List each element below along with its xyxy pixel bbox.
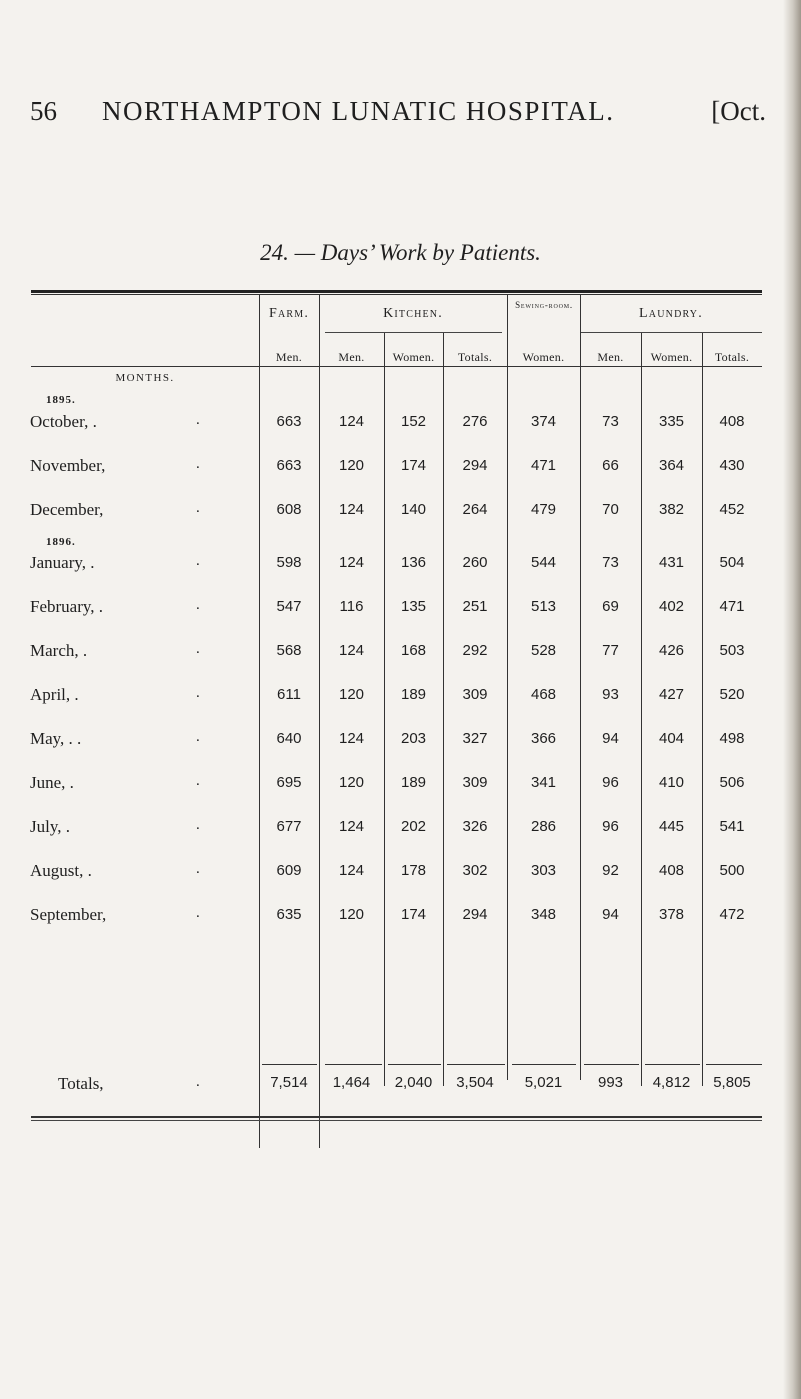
header-laundry-women: Women.	[650, 350, 693, 364]
table-cell: 168	[400, 642, 427, 659]
table-cell: 528	[530, 642, 557, 659]
year-label-1896: 1896.	[46, 536, 76, 548]
header-kitchen-women: Women.	[392, 350, 435, 364]
table-cell: 70	[602, 501, 619, 518]
totals-rule	[645, 1064, 700, 1065]
table-cell: 116	[339, 598, 364, 615]
table-cell: 260	[462, 554, 488, 571]
table-cell: 5,021	[524, 1074, 563, 1091]
table-cell: 73	[602, 554, 619, 571]
table-cell: 993	[597, 1074, 624, 1091]
leader-dot: .	[196, 861, 200, 877]
leader-dot: .	[196, 553, 200, 569]
running-title: NORTHAMPTON LUNATIC HOSPITAL.	[102, 96, 615, 126]
table-cell: 431	[658, 554, 685, 571]
table-cell: 135	[400, 598, 427, 615]
table-cell: 663	[276, 457, 302, 474]
table-row	[0, 861, 801, 891]
table-cell: 120	[338, 686, 365, 703]
month-label: February, .	[30, 597, 104, 616]
table-cell: 471	[530, 457, 557, 474]
table-cell: 124	[338, 413, 365, 430]
table-cell: 472	[719, 906, 745, 923]
leader-dot: .	[196, 905, 200, 921]
table-cell: 364	[658, 457, 685, 474]
table-row	[0, 729, 801, 759]
table-cell: 635	[276, 906, 302, 923]
table-cell: 611	[277, 686, 301, 703]
table-cell: 303	[530, 862, 557, 879]
header-laundry: Laundry.	[639, 306, 703, 321]
table-cell: 541	[719, 818, 745, 835]
table-title: — Days’ Work by Patients.	[288, 240, 541, 265]
totals-rule	[388, 1064, 441, 1065]
month-label: May, . .	[30, 729, 82, 748]
table-row	[0, 817, 801, 847]
table-cell: 3,504	[456, 1074, 494, 1091]
leader-dot: .	[196, 1074, 200, 1090]
table-cell: 120	[338, 906, 365, 923]
running-date: [Oct.	[711, 96, 766, 126]
table-cell: 189	[400, 774, 427, 791]
header-kitchen-men: Men.	[338, 350, 365, 364]
table-cell: 124	[338, 554, 365, 571]
leader-dot: .	[196, 500, 200, 516]
table-cell: 178	[400, 862, 427, 879]
table-cell: 504	[719, 554, 745, 571]
table-cell: 663	[276, 413, 302, 430]
table-cell: 430	[719, 457, 745, 474]
table-row	[0, 456, 801, 486]
table-cell: 294	[462, 457, 488, 474]
table-cell: 404	[658, 730, 685, 747]
table-cell: 503	[719, 642, 745, 659]
table-cell: 7,514	[270, 1074, 308, 1091]
leader-dot: .	[196, 685, 200, 701]
table-cell: 93	[602, 686, 619, 703]
bottom-rule-thin	[31, 1120, 762, 1121]
table-cell: 77	[602, 642, 619, 659]
table-cell: 402	[658, 598, 685, 615]
table-cell: 427	[658, 686, 685, 703]
page-header	[30, 96, 770, 136]
header-sewing-women: Women.	[522, 350, 565, 364]
header-months: MONTHS.	[115, 372, 175, 384]
top-rule-thin	[31, 294, 762, 295]
totals-rule	[584, 1064, 639, 1065]
table-cell: 366	[530, 730, 557, 747]
table-cell: 608	[276, 501, 302, 518]
totals-rule	[325, 1064, 382, 1065]
page-number: 56	[30, 96, 57, 126]
table-row	[0, 412, 801, 442]
leader-dot: .	[196, 773, 200, 789]
table-cell: 468	[530, 686, 557, 703]
table-cell: 202	[400, 818, 427, 835]
table-cell: 410	[658, 774, 685, 791]
totals-label: Totals,	[58, 1074, 104, 1093]
table-cell: 73	[602, 413, 619, 430]
table-cell: 498	[719, 730, 745, 747]
totals-rule	[706, 1064, 762, 1065]
month-label: March, .	[30, 641, 88, 660]
table-cell: 124	[338, 862, 365, 879]
table-cell: 479	[530, 501, 557, 518]
table-cell: 94	[602, 730, 619, 747]
month-label: October, .	[30, 412, 97, 431]
table-cell: 568	[276, 642, 302, 659]
table-cell: 69	[602, 598, 619, 615]
month-label: August, .	[30, 861, 92, 880]
table-cell: 609	[276, 862, 302, 879]
table-cell: 66	[602, 457, 619, 474]
month-label: January, .	[30, 553, 95, 572]
table-cell: 408	[658, 862, 685, 879]
table-cell: 5,805	[713, 1074, 751, 1091]
table-cell: 506	[719, 774, 745, 791]
table-cell: 378	[658, 906, 685, 923]
table-cell: 677	[276, 818, 302, 835]
table-cell: 326	[462, 818, 488, 835]
table-cell: 640	[276, 730, 302, 747]
table-cell: 189	[400, 686, 427, 703]
table-cell: 120	[338, 774, 365, 791]
leader-dot: .	[196, 641, 200, 657]
table-cell: 544	[530, 554, 557, 571]
table-cell: 174	[400, 906, 427, 923]
table-cell: 547	[276, 598, 302, 615]
table-row	[0, 685, 801, 715]
bottom-rule	[31, 1116, 762, 1118]
table-cell: 264	[462, 501, 488, 518]
table-cell: 124	[338, 730, 365, 747]
table-cell: 520	[719, 686, 745, 703]
table-row	[0, 553, 801, 583]
table-cell: 96	[602, 774, 619, 791]
table-cell: 174	[400, 457, 427, 474]
leader-dot: .	[196, 456, 200, 472]
leader-dot: .	[196, 597, 200, 613]
table-cell: 695	[276, 774, 302, 791]
table-cell: 382	[658, 501, 685, 518]
header-kitchen-totals: Totals.	[457, 350, 493, 364]
table-cell: 292	[462, 642, 488, 659]
table-cell: 327	[462, 730, 488, 747]
table-cell: 124	[338, 642, 365, 659]
table-cell: 2,040	[394, 1074, 433, 1091]
table-cell: 1,464	[332, 1074, 371, 1091]
table-cell: 251	[462, 598, 488, 615]
header-bottom-rule	[31, 366, 762, 367]
table-cell: 294	[462, 906, 488, 923]
totals-rule	[512, 1064, 576, 1065]
table-cell: 203	[400, 730, 427, 747]
table-cell: 152	[400, 413, 427, 430]
table-row	[0, 641, 801, 671]
totals-row	[0, 1074, 801, 1104]
table-cell: 408	[719, 413, 745, 430]
year-label-1895: 1895.	[46, 394, 76, 406]
header-laundry-totals: Totals.	[714, 350, 750, 364]
table-cell: 445	[658, 818, 685, 835]
table-cell: 120	[338, 457, 365, 474]
table-cell: 309	[462, 686, 488, 703]
table-cell: 513	[530, 598, 557, 615]
header-kitchen: Kitchen.	[383, 306, 443, 321]
leader-dot: .	[196, 729, 200, 745]
table-cell: 348	[530, 906, 557, 923]
table-cell: 471	[719, 598, 745, 615]
table-cell: 452	[719, 501, 745, 518]
header-farm: Farm.	[268, 306, 310, 321]
header-sewing-room: Sewing-room.	[515, 300, 573, 310]
table-cell: 94	[602, 906, 619, 923]
table-cell: 598	[276, 554, 302, 571]
table-cell: 96	[602, 818, 619, 835]
table-cell: 140	[400, 501, 427, 518]
table-cell: 500	[719, 862, 745, 879]
table-row	[0, 905, 801, 935]
leader-dot: .	[196, 412, 200, 428]
top-rule	[31, 290, 762, 293]
table-cell: 341	[530, 774, 557, 791]
month-label: July, .	[30, 817, 70, 836]
table-cell: 136	[400, 554, 427, 571]
totals-rule	[262, 1064, 317, 1065]
month-label: November,	[30, 456, 106, 475]
table-cell: 4,812	[652, 1074, 691, 1091]
month-label: April, .	[30, 685, 79, 704]
kitchen-subheader-rule	[325, 332, 502, 333]
table-cell: 309	[462, 774, 488, 791]
laundry-subheader-rule	[580, 332, 762, 333]
month-label: June, .	[30, 773, 74, 792]
table-caption	[0, 240, 801, 266]
table-cell: 286	[530, 818, 557, 835]
table-cell: 374	[530, 413, 557, 430]
table-cell: 276	[462, 413, 488, 430]
table-cell: 302	[462, 862, 488, 879]
leader-dot: .	[196, 817, 200, 833]
table-cell: 124	[338, 818, 365, 835]
table-cell: 335	[658, 413, 685, 430]
month-label: December,	[30, 500, 104, 519]
table-number: 24.	[260, 240, 289, 265]
table-row	[0, 500, 801, 530]
table-cell: 124	[338, 501, 365, 518]
header-farm-men: Men.	[275, 350, 303, 364]
table-cell: 92	[602, 862, 619, 879]
table-row	[0, 773, 801, 803]
totals-rule	[447, 1064, 505, 1065]
table-row	[0, 597, 801, 627]
table-cell: 426	[658, 642, 685, 659]
month-label: September,	[30, 905, 107, 924]
header-laundry-men: Men.	[597, 350, 624, 364]
